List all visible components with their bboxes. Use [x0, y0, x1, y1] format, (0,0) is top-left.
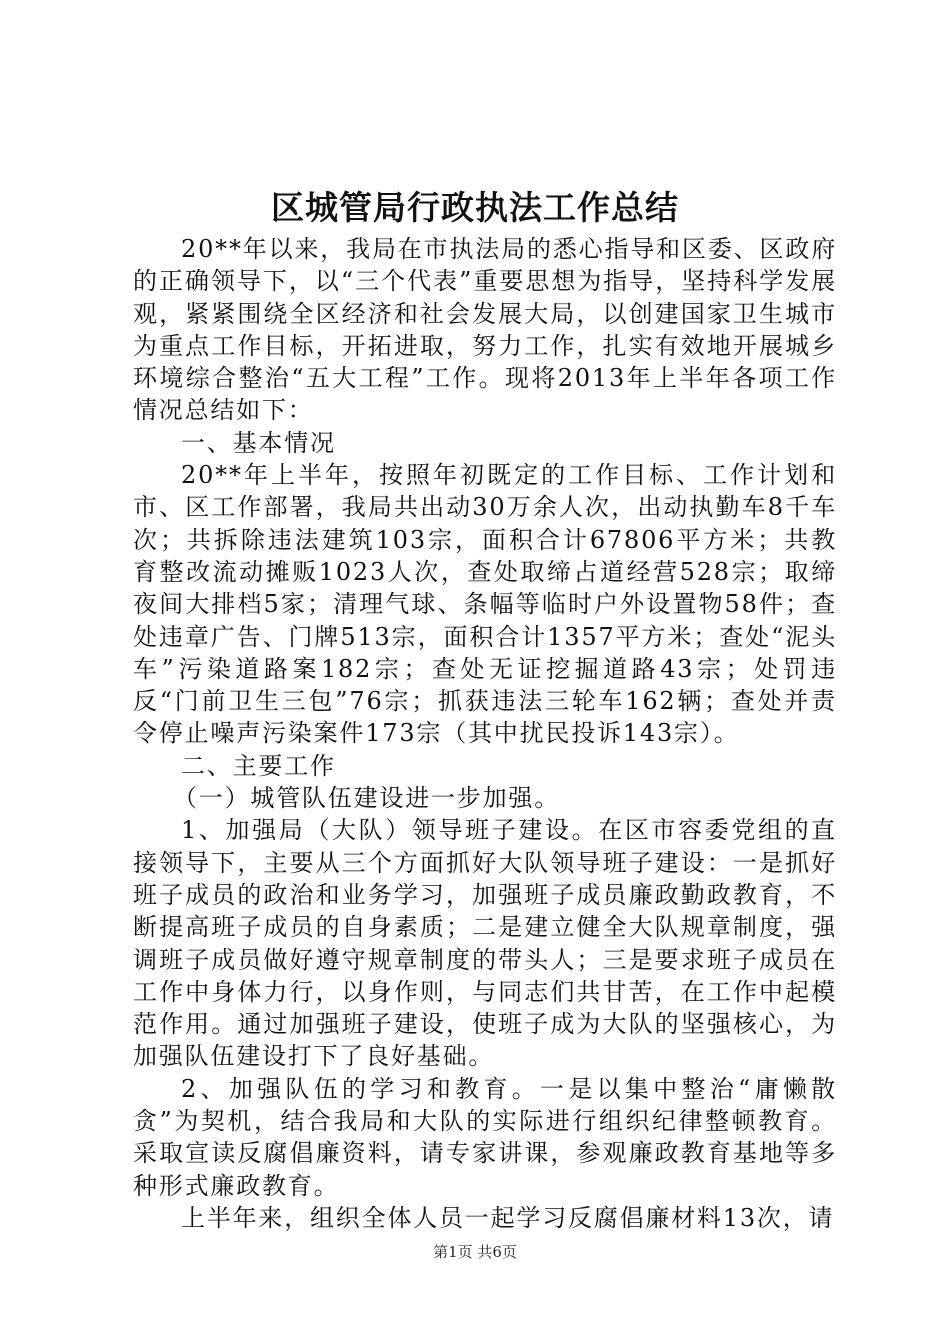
paragraph-half-year-study: 上半年来，组织全体人员一起学习反腐倡廉材料13次，请	[181, 1203, 835, 1232]
paragraph-intro: 20**年以来，我局在市执法局的悉心指导和区委、区政府的正确领导下，以“三个代表”重要思想为指导，坚持科学发展观，紧紧围绕全区经济和社会发展大局，以创建国家卫生城市为重点工作目标，开拓进取，努力工作，扎实有效地开展城乡环境综合整治“五大工程”工作。现将2013年上半年各项工作情况总结如下：	[133, 235, 837, 425]
paragraph-leadership-building: 1、加强局（大队）领导班子建设。在区市容委党组的直接领导下，主要从三个方面抓好大队领导班子建设：一是抓好班子成员的政治和业务学习，加强班子成员廉政勤政教育，不断提高班子成员的自身素质；二是建立健全大队规章制度，强调班子成员做好遵守规章制度的带头人；三是要求班子成员在工作中身体力行，以身作则，与同志们共甘苦，在工作中起模范作用。通过加强班子建设，使班子成为大队的坚强核心，为加强队伍建设打下了良好基础。	[133, 816, 837, 1071]
paragraph-basic-situation: 20**年上半年，按照年初既定的工作目标、工作计划和市、区工作部署，我局共出动30万余人次，出动执勤车8千车次；共拆除违法建筑103宗，面积合计67806平方米；共教育整改流动摊贩1023人次，查处取缔占道经营528宗；取缔夜间大排档5家；清理气球、条幅等临时户外设置物58件；查处违章广告、门牌513宗，面积合计1357平方米；查处“泥头车”污染道路案182宗；查处无证挖掘道路43宗；处罚违反“门前卫生三包”76宗；抓获违法三轮车162辆；查处并责令停止噪声污染案件173宗（其中扰民投诉143宗）。	[133, 461, 837, 748]
subsection-heading-team-building: （一）城管队伍建设进一步加强。	[173, 784, 560, 813]
section-heading-basic-situation: 一、基本情况	[181, 428, 336, 457]
section-heading-main-work: 二、主要工作	[181, 751, 336, 780]
paragraph-team-education: 2、加强队伍的学习和教育。一是以集中整治“庸懒散贪”为契机，结合我局和大队的实际进行组织纪律整顿教育。采取宣读反腐倡廉资料，请专家讲课，参观廉政教育基地等多种形式廉政教育。	[133, 1074, 837, 1200]
document-title: 区城管局行政执法工作总结	[271, 188, 679, 227]
document-body	[133, 233, 837, 1234]
page-number-footer: 第1页 共6页	[433, 1243, 517, 1261]
